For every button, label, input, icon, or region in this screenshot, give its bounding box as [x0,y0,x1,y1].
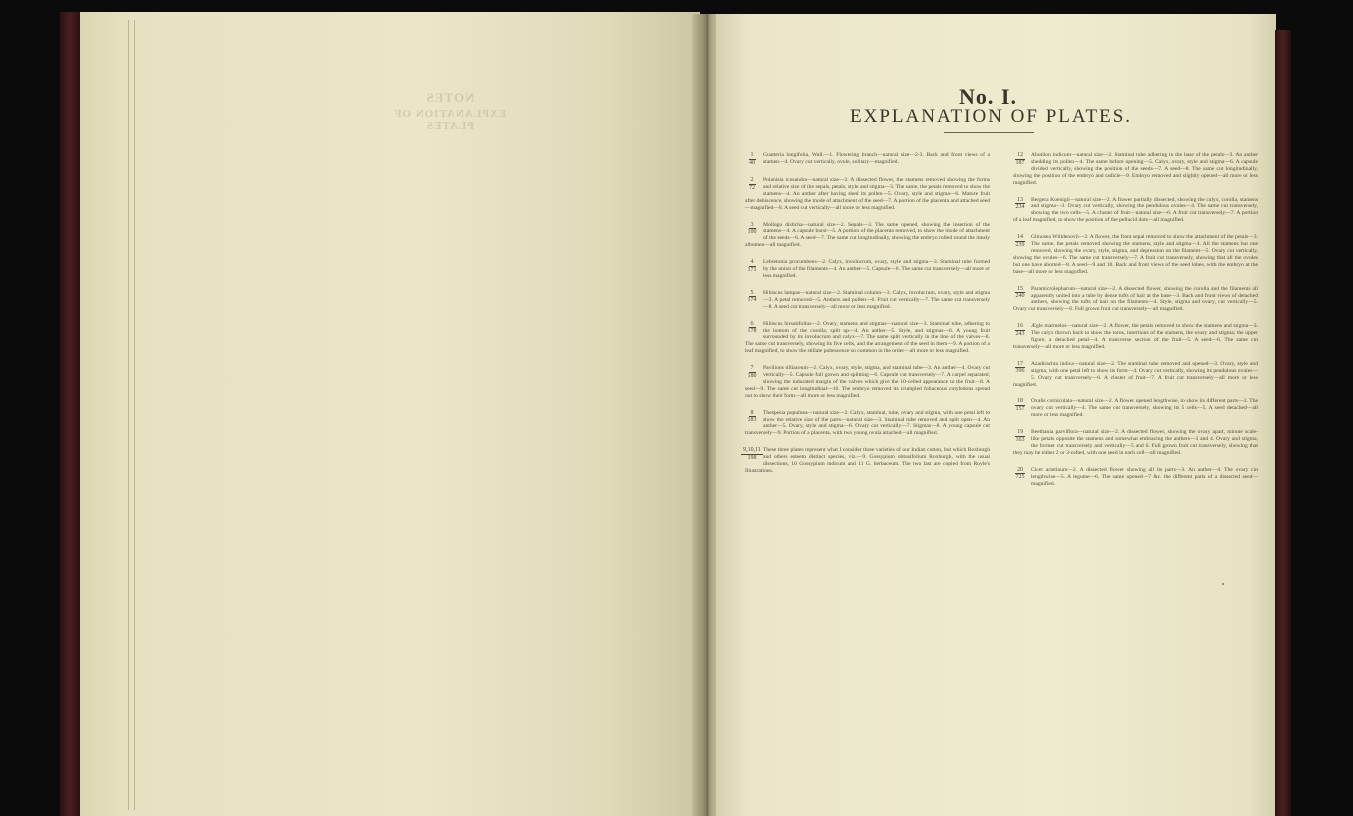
page-reference: 72 [749,184,755,191]
plate-entry [1013,286,1258,314]
plate-reference [745,259,759,273]
plate-number: 15 [1017,285,1023,292]
title-rule [944,132,1034,133]
plate-reference [745,365,759,379]
plate-reference [745,290,759,304]
page-reference: 198 [747,454,757,461]
plate-description: These three plates represent what I consider three varieties of our Indian cotton, but which Roxburgh and others esteem distinct species, viz.—9. Gossypium obtusifolium Roxburgh, with the usual dissections, 10 Gossypium indicum and 11 G. herbaceum. The two last are copied from Royle's Illustrations. [745,447,990,474]
page-reference: 240 [1015,293,1025,300]
plate-reference [745,177,759,191]
plate-reference [1013,286,1027,300]
page-reference: 40 [749,159,755,166]
plate-description: Polanisia icosandra—natural size—2. A dissected flower, the stamens removed showing the forms and relative size of the sepals, petals, style and stigma—3. The same, the petals removed to show the stamens—4. An anther after having shed its pollen—5. Ovary, style and stigma—6. Mature fruit after dehiscence, showing the mode of attachment of the seed—7. A portion of the placenta and attached seed—magnified—8. A seed cut vertically—all more or less magnified. [745,177,990,211]
plate-entry [1013,152,1258,187]
plate-number: 1 [750,152,754,158]
left-page [80,12,700,816]
plate-number: 7 [750,365,754,372]
plate-number: 4 [750,259,754,266]
plate-description: Paramicrolepharum—natural size—2. A dissected flower, showing the corolla and the filaments all apparently united into a tube by dense tufts of hair at the base—3. Back and front views of detached anthers, showing the tufts of hair on the filaments—4. Style, stigma and ovary, cut vertically—5. Ovary cut transversely—6. Full grown fruit cut transversely—all magnified. [1013,285,1258,313]
plate-description: Beethania parviflora—natural size—2. A dissected flower, showing the ovary apart, minute scale-like petals opposite the stamens and somewhat embracing the anthers—3 and 4. Ovary and stigma, the former cut transversely and vertically—5 and 6. Full grown fruit cut transversely, showing that they may be either 2 or 3-celled, with one seed in each cell—all magnified. [1013,429,1258,456]
page-reference: 100 [747,229,757,236]
plate-description: Lebretonia procumbens—2. Calyx, involucrum, ovary, style and stigma—3. Staminal tube formed by the union of the filaments—4. An anther—5. Capsule—6. The same cut transversely—all more or less magnified. [763,259,990,279]
plate-reference [1013,234,1027,248]
plate-entry [1013,323,1258,351]
plate-description: Hibiscus hirsutifolius—2. Ovary, stamens and stigmas—natural size—3. Staminal tube, adhering to the bottom of the corolla, split up—4. An anther—5. Style, and stigmas—6. A young fruit surrounded by its involucrum and calyx—7. The same split vertically in the line of the valves—8. The same cut transversely, showing its five cells, and the arrangement of the seed in them—9. A portion of a leaf magnified, to show the stillate pubescence so common in the order—all more or less magnified. [745,320,990,355]
page-edge-line [134,20,135,810]
plate-number: 13 [1017,196,1023,203]
page-reference: 178 [747,328,757,335]
bleed-through-text: NOTES EXPLANATION OF PLATES [393,90,507,132]
plate-entry [745,152,990,167]
plate-entry [1013,467,1258,488]
plate-entry [745,410,990,438]
page-edge-line [128,20,129,810]
page-reference: 396 [1015,368,1025,375]
plate-reference [745,447,759,461]
page-number: No. I. [959,84,1017,109]
plate-number: 5 [750,289,754,296]
page-reference: 174 [747,297,757,304]
page-reference: 234 [1015,204,1025,211]
plate-description: Bergera Koenigii—natural size—2. A flower partially dissected, showing the calyx, corolla, stamens and stigma—3. Ovary cut vertically, showing the pendulous ovules—4. The same cut transversely, showing the two cells—5. A cluster of fruit—natural size—6. A fruit cut transversely—7. A portion of a leaf magnified, to show the position of the pellucid dots—all magnified. [1013,196,1258,224]
plate-entry [745,259,990,280]
plate-number: 8 [750,409,754,416]
page-reference: 239 [1015,241,1025,248]
left-text-column [745,152,990,485]
plate-number: 17 [1017,360,1023,367]
plate-description: Ægle marmelos—natural size—2. A flower, the petals removed to show the stamens and stigma—3. The calyx thrown back to show the torus, insertions of the stamens, the ovary and stigma; the upper figure, a detached petal—4. A transverse section of the fruit—5. A seed—6. The same cut transversely—all more or less magnified. [1013,323,1258,350]
book-cover-edge-right [1275,30,1291,816]
right-text-column [1013,152,1258,498]
plate-entry [745,290,990,311]
plate-description: Azadirachta indica—natural size—2. The staminal tube removed and opened—3. Ovary, style and stigma, with one petal left to show its form—4. Ovary cut vertically, showing its pendulous ovules—5. Ovary cut transversely—6. A cluster of fruit—7. A fruit cut transversely—all more or less magnified. [1013,360,1258,388]
plate-reference [1013,323,1027,337]
plate-number: 12 [1017,152,1023,158]
plate-description: Guatteria longifolia, Wall.—1. Flowering branch—natural size—2-3. Back and front views of a stamen—4. Ovary cut vertically, ovule, solitary—magnified. [763,152,990,165]
plate-reference [745,321,759,335]
plate-entry [745,365,990,400]
page-reference: 243 [1015,330,1025,337]
plate-number: 20 [1017,466,1023,473]
plate-reference [1013,152,1027,166]
plate-reference [1013,429,1027,443]
plate-reference [1013,361,1027,375]
plate-reference [1013,398,1027,412]
plate-entry [745,447,990,475]
page-title: EXPLANATION OF PLATES. [850,106,1133,127]
plate-reference [745,410,759,424]
plate-entry [745,321,990,356]
plate-reference [745,152,759,166]
page-reference: 180 [747,372,757,379]
plate-description: Oxalis corniculata—natural size—2. A flower opened lengthwise, to show its different parts—3. The ovary cut vertically—4. The same cut transversely, showing its 5 cells—5. A seed detached—all more or less magnified. [1031,398,1258,419]
plate-number: 9,10,11 [743,447,761,454]
plate-reference [1013,197,1027,211]
page-reference: 187 [1015,159,1025,166]
plate-description: Glinosea Willdenovii—2. A flower, the front sepal removed to show the attachment of the petals—3. The same, the petals removed showing the stamens, style and stigma—4. All the stamens but one removed, showing the ovary, style, stigma, and depression on the filament—5. Ovary cut vertically, showing the ovules—6. The same cut transversely—7. A fruit cut transversely, showing that all the ovules but one have aborted—8. A seed—9 and 10. Back and front views of the seed lobes, with the embryo at the base—all more or less magnified. [1013,234,1258,275]
plate-entry [1013,398,1258,419]
plate-description: Thespesia populnea—natural size—2. Calyx, staminal, tube, ovary and stigma, with one petal left to show the relative size of the parts—natural size—3. Staminal tube removed and split open—4. An anther—5. Ovary, style and stigma—6. Ovary cut vertically—7. Stigmas—8. A young capsule cut transversely—9. Portion of a placenta, with two young ovula attached—all magnified. [745,409,990,437]
page-reference: 183 [747,417,757,424]
plate-number: 6 [750,320,754,327]
plate-entry [1013,234,1258,275]
plate-entry [1013,361,1258,389]
page-reference: 171 [747,266,757,273]
book-cover-edge-left [60,12,80,816]
plate-reference [745,222,759,236]
plate-entry [745,222,990,250]
plate-entry [745,177,990,212]
plate-description: Abutilon indicum—natural size—2. Staminal tube adhering to the base of the petals—3. An anther shedding its pollen—4. The same before opening—5. Calyx, ovary, style and stigma—6. A capsule divided vertically, showing the position of the seeds—7. A seed—8. The same cut longitudinally, showing the position of the embryo and radicle—9. Embryo removed and slightly opened—all more or less magnified. [1013,152,1258,186]
page-reference: 163 [1015,436,1025,443]
plate-number: 2 [750,177,754,183]
plate-description: Pavilions tilliaceum—2. Calyx, ovary, style, stigma, and staminal tube—3. An anther—4. Ovary cut vertically—5. Capsule full grown and splitting—6. Capsule cut transversely—7. A carpel separated, showing the indurated margin of the valves which give the 10-celled appearance to the fruit—8. A seed—9. The same cut longitudinal—10. The embryo removed its crumpled foliaceous cotyledons spread out to show their form—all more or less magnified. [745,365,990,399]
plate-description: Cicer arietinum—2. A dissected flower showing all its parts—3. An anther—4. The ovary cut lengthwise—5. A legume—6. The same opened—7 &c. the different parts of a dissected seed—magnified. [1031,466,1258,487]
plate-number: 19 [1017,429,1023,436]
ink-speck [1222,583,1224,585]
plate-reference [1013,467,1027,481]
plate-number: 14 [1017,234,1023,241]
plate-number: 18 [1017,398,1023,405]
plate-entry [1013,197,1258,225]
plate-number: 3 [750,221,754,228]
plate-description: Mollugo disticha—natural size—2. Sepals—3. The same opened, showing the insertion of the stamens—4. A capsule burst—5. A portion of the placenta removed, to show the mode of attachment of the seeds—6. A seed—7. The same cut longitudinally, showing the embryo rolled round the mealy albumen—all magnified. [745,221,990,249]
plate-description: Hibiscus lampas—natural size—2. Staminal column—3. Calyx, involucrum, ovary, style and stigma—3. A petal removed—5. Anthers and pollen—6. Fruit cut vertically—7. The same cut transversely—8. A seed cut transversely—all more or less magnified. [763,289,990,310]
page-reference: 725 [1015,474,1025,481]
plate-number: 16 [1017,323,1023,330]
plate-entry [1013,429,1258,457]
page-reference: 157 [1015,405,1025,412]
